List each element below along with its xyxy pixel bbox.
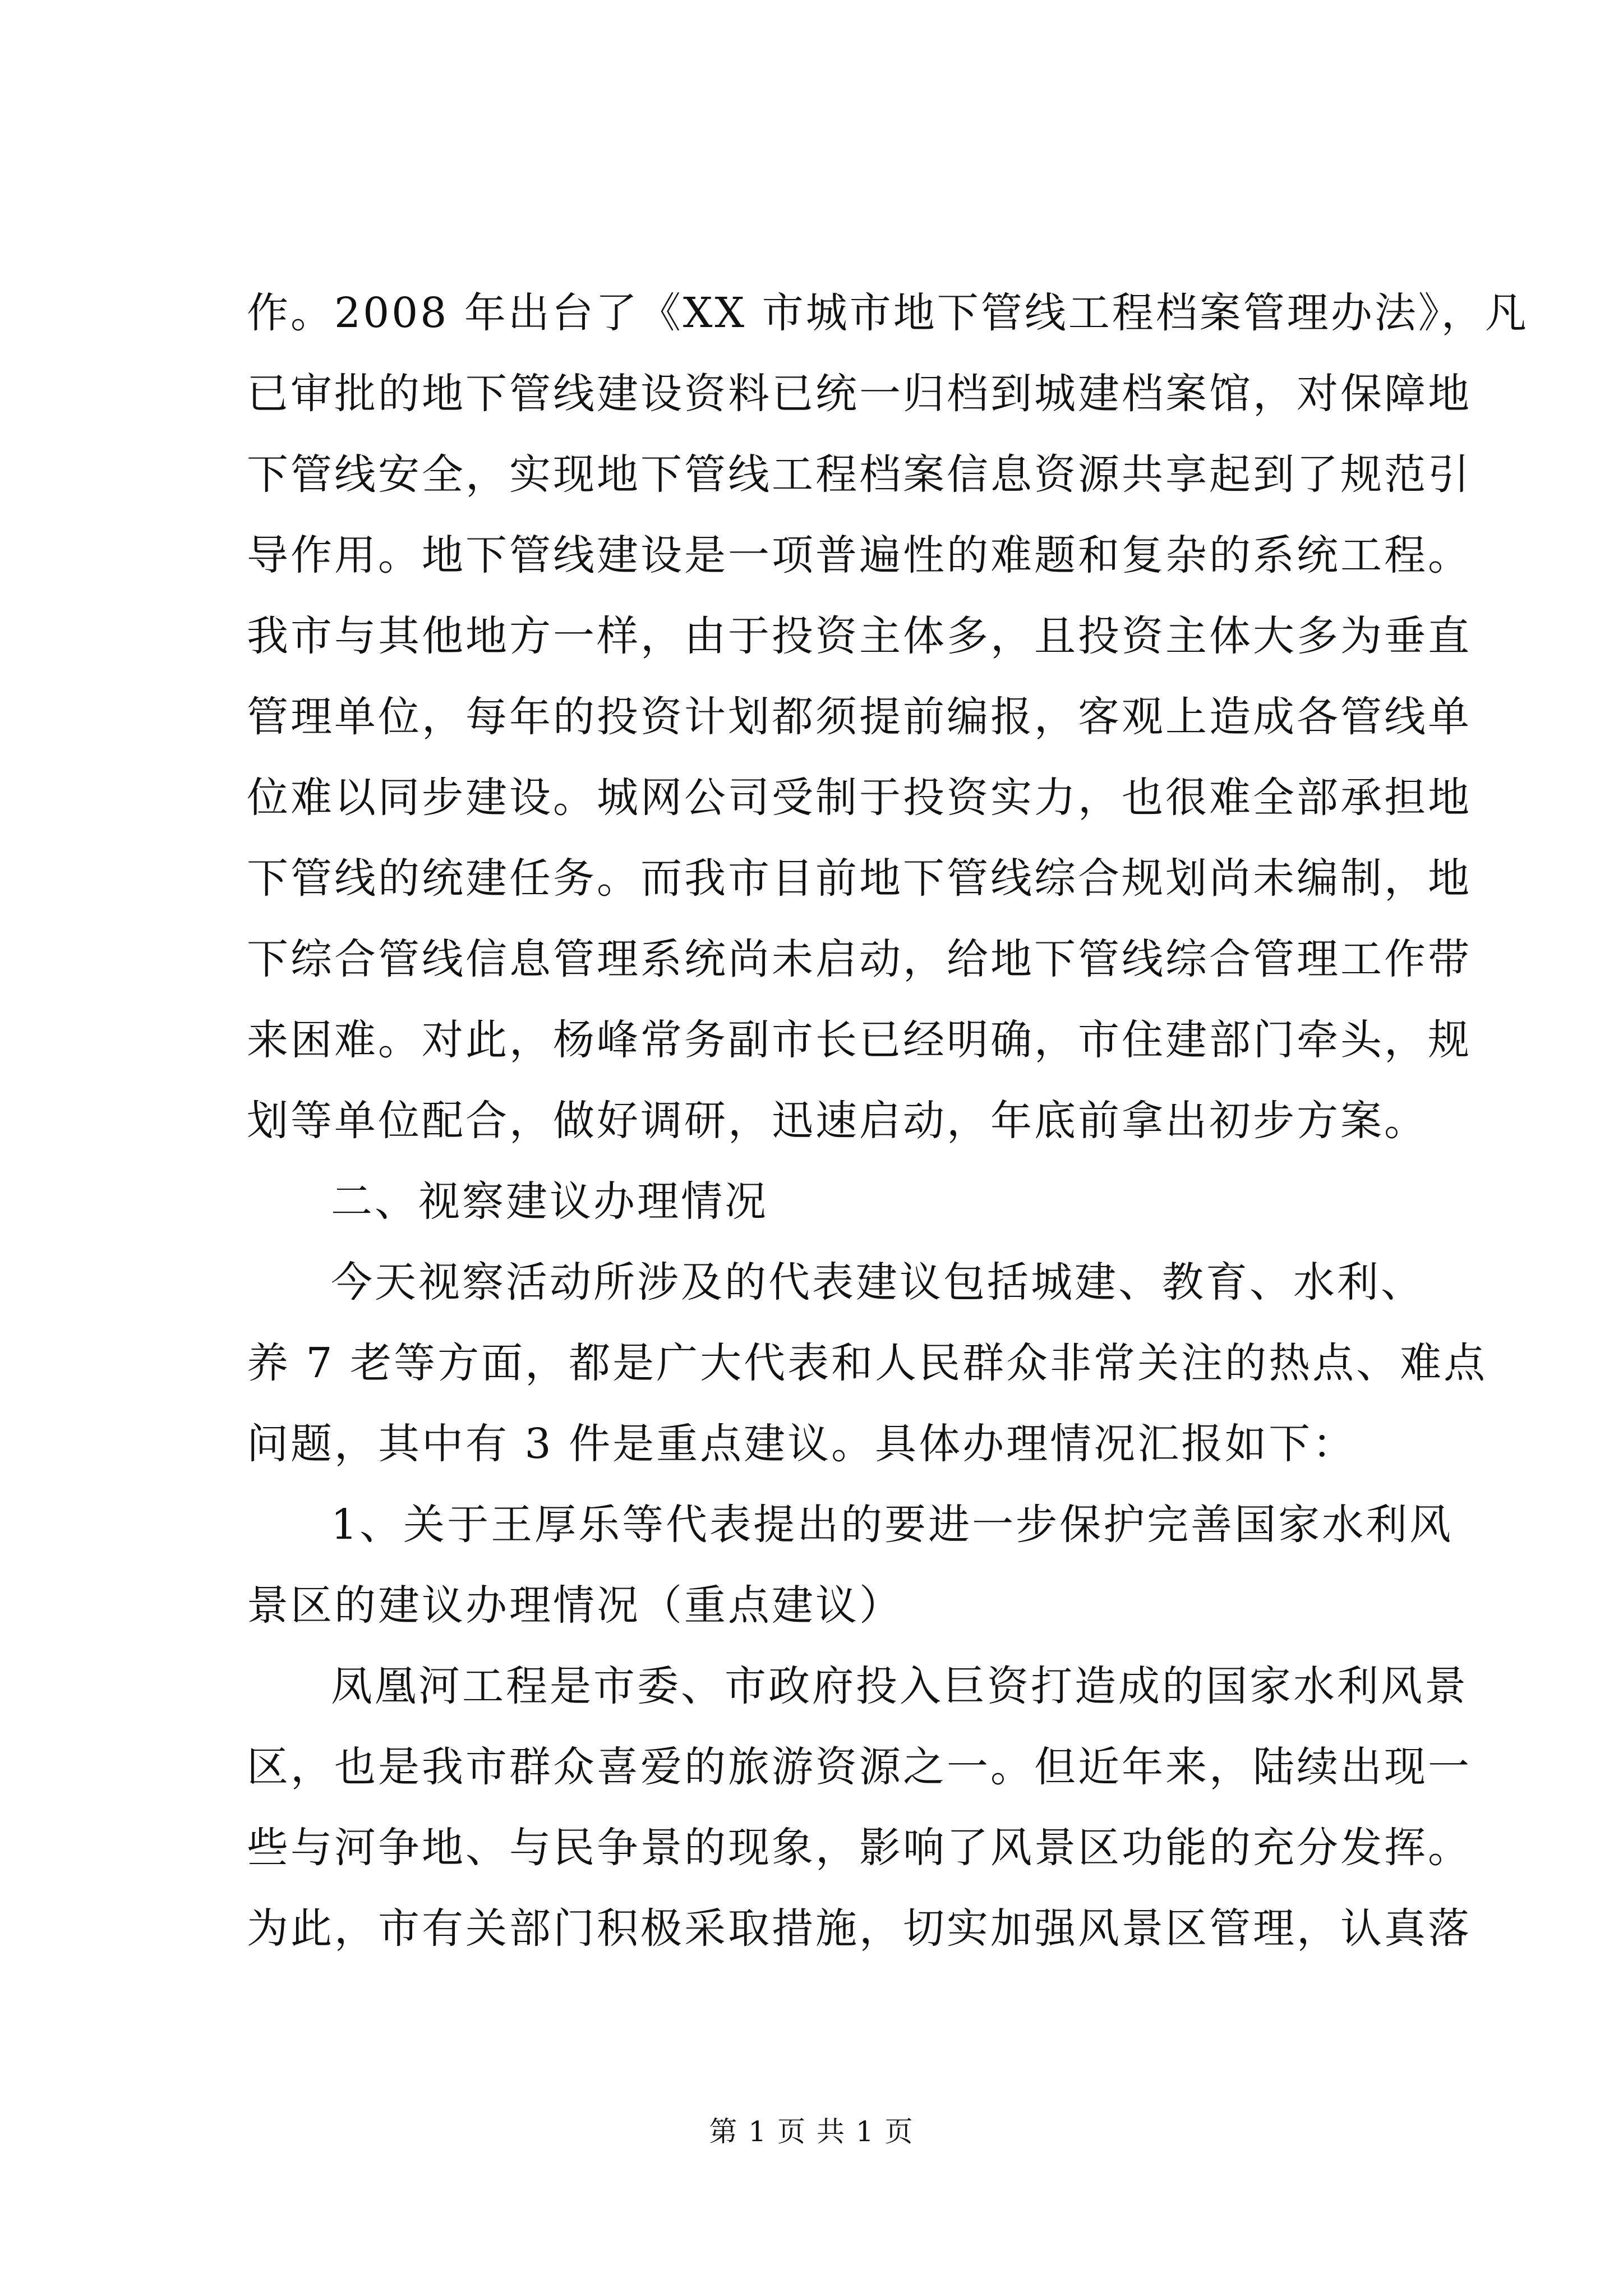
text-line: 问题，其中有 3 件是重点建议。具体办理情况汇报如下：	[247, 1420, 1357, 1468]
page-footer: 第 1 页 共 1 页	[709, 2115, 914, 2148]
text-line: 作。2008 年出台了《XX 市城市地下管线工程档案管理办法》，凡	[247, 289, 1529, 337]
document-body	[247, 273, 1529, 1969]
text-line: 来困难。对此，杨峰常务副市长已经明确，市住建部门牵头，规	[247, 1016, 1472, 1064]
text-line: 导作用。地下管线建设是一项普遍性的难题和复杂的系统工程。	[247, 531, 1472, 579]
item-heading: 1、关于王厚乐等代表提出的要进一步保护完善国家水利风	[331, 1501, 1454, 1549]
text-line: 划等单位配合，做好调研，迅速启动，年底前拿出初步方案。	[247, 1097, 1428, 1145]
text-line: 我市与其他地方一样，由于投资主体多，且投资主体大多为垂直	[247, 612, 1472, 660]
text-line: 下管线的统建任务。而我市目前地下管线综合规划尚未编制，地	[247, 854, 1472, 903]
text-line: 些与河争地、与民争景的现象，影响了风景区功能的充分发挥。	[247, 1824, 1472, 1872]
item-heading-continued: 景区的建议办理情况（重点建议）	[247, 1581, 903, 1630]
text-line: 为此，市有关部门积极采取措施，切实加强风景区管理，认真落	[247, 1904, 1472, 1953]
text-line: 养 7 老等方面，都是广大代表和人民群众非常关注的热点、难点	[247, 1339, 1488, 1387]
text-line: 已审批的地下管线建设资料已统一归档到城建档案馆，对保障地	[247, 370, 1472, 418]
text-line: 管理单位，每年的投资计划都须提前编报，客观上造成各管线单	[247, 693, 1472, 741]
section-heading: 二、视察建议办理情况	[331, 1177, 768, 1226]
text-line: 凤凰河工程是市委、市政府投入巨资打造成的国家水利风景	[331, 1662, 1468, 1710]
text-line: 下管线安全，实现地下管线工程档案信息资源共享起到了规范引	[247, 450, 1472, 499]
text-line: 今天视察活动所涉及的代表建议包括城建、教育、水利、	[331, 1258, 1424, 1306]
text-line: 下综合管线信息管理系统尚未启动，给地下管线综合管理工作带	[247, 935, 1472, 983]
text-line: 位难以同步建设。城网公司受制于投资实力，也很难全部承担地	[247, 774, 1472, 822]
text-line: 区，也是我市群众喜爱的旅游资源之一。但近年来，陆续出现一	[247, 1743, 1472, 1791]
